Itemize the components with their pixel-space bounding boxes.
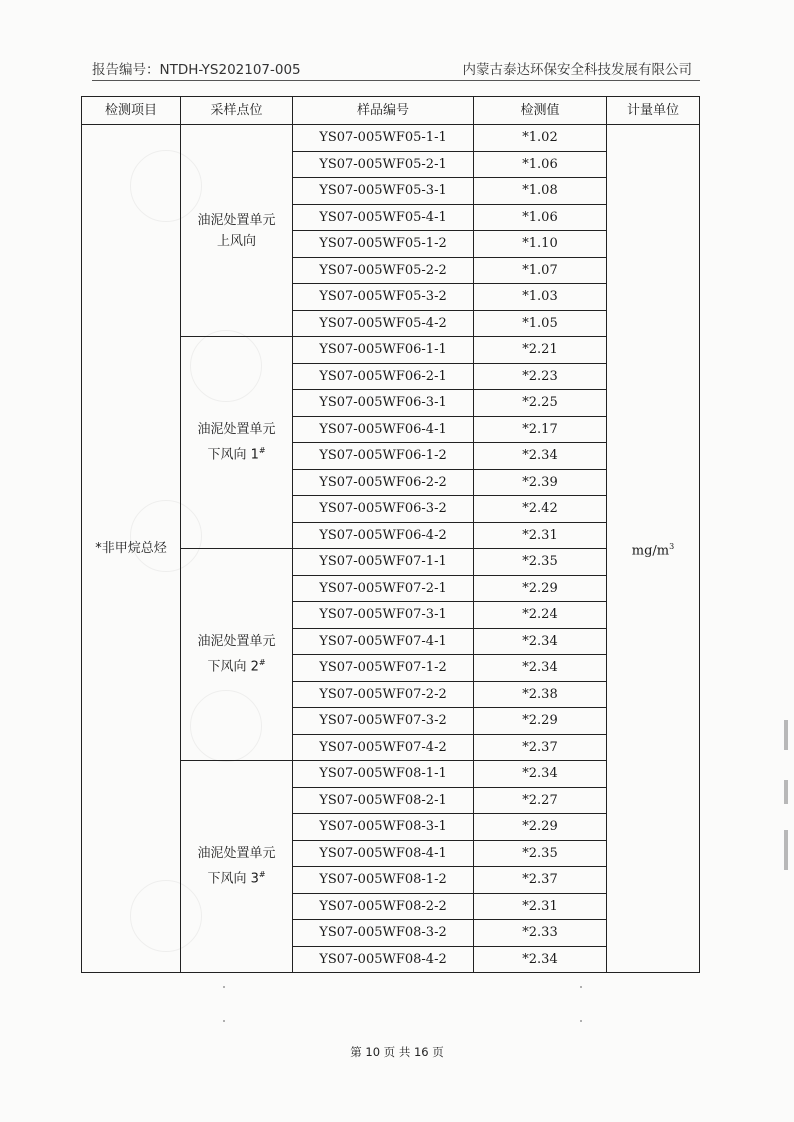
sample-id: YS07-005WF08-3-1: [293, 814, 474, 841]
scan-speck: [580, 986, 582, 988]
location-line1: 油泥处置单元: [197, 634, 276, 650]
value-cell: *1.02: [474, 125, 607, 152]
value-cell: *2.35: [474, 549, 607, 576]
unit-text: mg/m: [631, 542, 670, 558]
location-cell: [181, 337, 293, 549]
location-line1: 油泥处置单元: [197, 212, 276, 228]
sample-id: YS07-005WF06-1-2: [293, 443, 474, 470]
value-cell: *2.31: [474, 893, 607, 920]
col-header-unit: 计量单位: [607, 97, 700, 125]
sample-id: YS07-005WF08-1-2: [293, 867, 474, 894]
scan-speck: [580, 1020, 582, 1022]
company-name: 内蒙古泰达环保安全科技发展有限公司: [462, 62, 692, 78]
sample-id: YS07-005WF07-4-2: [293, 734, 474, 761]
value-cell: *2.29: [474, 575, 607, 602]
value-cell: *2.31: [474, 522, 607, 549]
sample-id: YS07-005WF08-3-2: [293, 920, 474, 947]
location-line2: 下风向 1#: [207, 446, 266, 463]
sample-id: YS07-005WF07-4-1: [293, 628, 474, 655]
unit-superscript: 3: [669, 541, 675, 551]
unit-cell: [607, 125, 700, 973]
value-cell: *2.29: [474, 814, 607, 841]
sample-id: YS07-005WF07-1-2: [293, 655, 474, 682]
value-cell: *2.35: [474, 840, 607, 867]
value-cell: *2.33: [474, 920, 607, 947]
page-footer: 第 10 页 共 16 页: [350, 1045, 444, 1059]
sample-id: YS07-005WF06-3-1: [293, 390, 474, 417]
col-header-item: 检测项目: [82, 97, 181, 125]
value-cell: *2.34: [474, 443, 607, 470]
header-rule: [92, 80, 700, 81]
value-cell: *1.06: [474, 151, 607, 178]
sample-id: YS07-005WF07-1-1: [293, 549, 474, 576]
sample-id: YS07-005WF05-3-1: [293, 178, 474, 205]
sample-id: YS07-005WF08-4-1: [293, 840, 474, 867]
value-cell: *2.27: [474, 787, 607, 814]
location-line2: 下风向 3#: [207, 870, 266, 887]
value-cell: *2.23: [474, 363, 607, 390]
report-number: 报告编号：NTDH-YS202107-005: [92, 62, 301, 78]
scan-edge-mark: [784, 830, 788, 870]
value-cell: *1.10: [474, 231, 607, 258]
sample-id: YS07-005WF05-2-1: [293, 151, 474, 178]
value-cell: *2.34: [474, 946, 607, 973]
value-cell: *2.21: [474, 337, 607, 364]
value-cell: *2.24: [474, 602, 607, 629]
location-cell: [181, 549, 293, 761]
location-cell: [181, 761, 293, 973]
value-cell: *2.42: [474, 496, 607, 523]
scan-edge-mark: [784, 780, 788, 804]
location-line1: 油泥处置单元: [197, 422, 276, 438]
value-cell: *2.17: [474, 416, 607, 443]
col-header-value: 检测值: [474, 97, 607, 125]
value-cell: *1.06: [474, 204, 607, 231]
sample-id: YS07-005WF06-1-1: [293, 337, 474, 364]
location-line2: 下风向 2#: [207, 658, 266, 675]
sample-id: YS07-005WF05-4-1: [293, 204, 474, 231]
value-cell: *2.34: [474, 655, 607, 682]
sample-id: YS07-005WF08-2-1: [293, 787, 474, 814]
sample-id: YS07-005WF06-2-1: [293, 363, 474, 390]
sample-id: YS07-005WF06-4-1: [293, 416, 474, 443]
value-cell: *2.25: [474, 390, 607, 417]
location-cell: [181, 125, 293, 337]
sample-id: YS07-005WF06-3-2: [293, 496, 474, 523]
sample-id: YS07-005WF05-2-2: [293, 257, 474, 284]
sample-id: YS07-005WF07-3-1: [293, 602, 474, 629]
scan-edge-mark: [784, 720, 788, 750]
value-cell: *2.37: [474, 867, 607, 894]
sample-id: YS07-005WF05-1-1: [293, 125, 474, 152]
sample-id: YS07-005WF05-1-2: [293, 231, 474, 258]
sample-id: YS07-005WF05-4-2: [293, 310, 474, 337]
table-row: [82, 125, 700, 152]
value-cell: *1.08: [474, 178, 607, 205]
sample-id: YS07-005WF08-4-2: [293, 946, 474, 973]
value-cell: *1.03: [474, 284, 607, 311]
sample-id: YS07-005WF06-4-2: [293, 522, 474, 549]
col-header-sample: 样品编号: [293, 97, 474, 125]
sample-id: YS07-005WF06-2-2: [293, 469, 474, 496]
value-cell: *2.29: [474, 708, 607, 735]
sample-id: YS07-005WF08-2-2: [293, 893, 474, 920]
value-cell: *2.38: [474, 681, 607, 708]
value-cell: *1.07: [474, 257, 607, 284]
sample-id: YS07-005WF05-3-2: [293, 284, 474, 311]
value-cell: *2.34: [474, 628, 607, 655]
table-header-row: [82, 97, 700, 125]
location-line1: 油泥处置单元: [197, 846, 276, 862]
sample-id: YS07-005WF08-1-1: [293, 761, 474, 788]
sample-id: YS07-005WF07-2-1: [293, 575, 474, 602]
scan-speck: [223, 986, 225, 988]
sample-id: YS07-005WF07-2-2: [293, 681, 474, 708]
test-item-cell: *非甲烷总烃: [82, 125, 181, 973]
location-line2: 上风向: [216, 233, 256, 249]
value-cell: *1.05: [474, 310, 607, 337]
value-cell: *2.37: [474, 734, 607, 761]
sample-id: YS07-005WF07-3-2: [293, 708, 474, 735]
scan-speck: [223, 1020, 225, 1022]
value-cell: *2.39: [474, 469, 607, 496]
value-cell: *2.34: [474, 761, 607, 788]
col-header-location: 采样点位: [181, 97, 293, 125]
results-table: [81, 96, 700, 973]
